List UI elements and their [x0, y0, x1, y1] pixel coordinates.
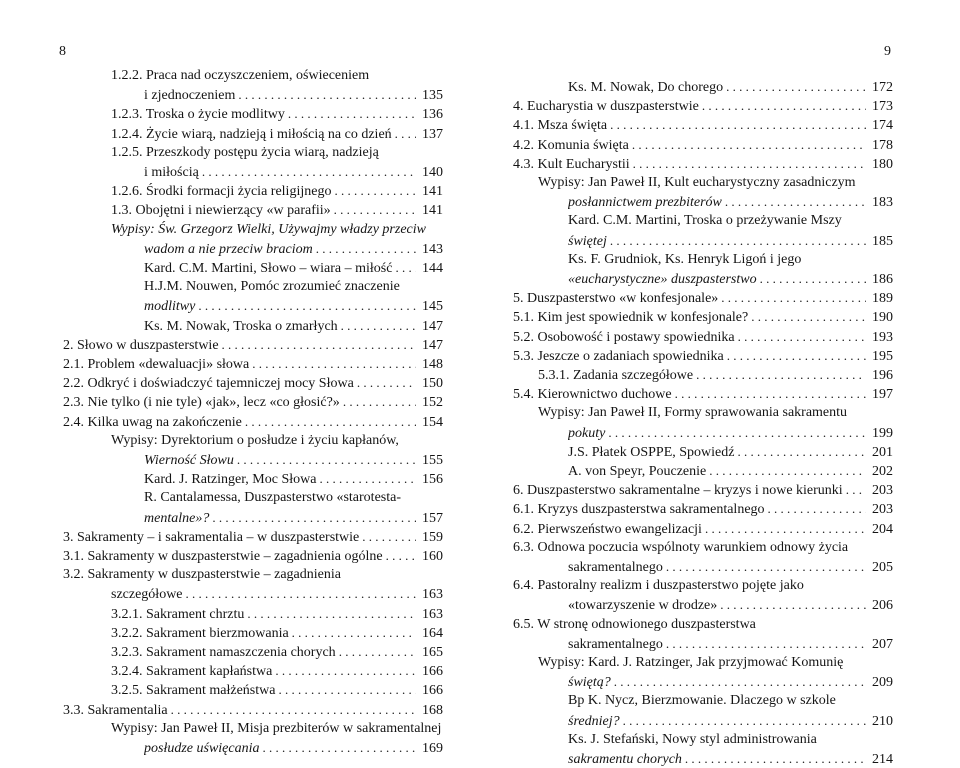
toc-entry-page: 159	[422, 530, 443, 545]
dot-leader	[751, 307, 866, 326]
toc-entry-page: 196	[872, 368, 893, 383]
toc-entry-title: 4.3. Kult Eucharystii	[513, 157, 630, 172]
toc-entry-title: 2.4. Kilka uwag na zakończenie	[63, 415, 242, 430]
toc-entry	[568, 711, 893, 730]
dot-leader	[726, 77, 866, 96]
dot-leader	[202, 162, 416, 181]
dot-leader	[705, 519, 866, 538]
dot-leader	[171, 700, 416, 719]
toc-entry-title: i miłością	[144, 165, 199, 180]
dot-leader	[238, 85, 416, 104]
toc-entry-title: 1.2.2. Praca nad oczyszczeniem, oświeceniem	[111, 68, 370, 83]
toc-entry-title: 3.3. Sakramentalia	[63, 703, 168, 718]
toc-entry	[111, 431, 443, 450]
toc-entry	[568, 730, 893, 749]
toc-entry-page: 150	[422, 376, 443, 391]
dot-leader	[720, 595, 866, 614]
toc-entry	[568, 634, 893, 653]
toc-entry	[513, 519, 893, 538]
dot-leader	[633, 154, 866, 173]
toc-entry-title: 1.2.3. Troska o życie modlitwy	[111, 107, 285, 122]
toc-entry	[513, 154, 893, 173]
toc-entry-page: 206	[872, 598, 893, 613]
toc-entry-page: 147	[422, 338, 443, 353]
toc-entry	[111, 661, 443, 680]
toc-entry-title: średniej?	[568, 714, 620, 729]
toc-entry	[111, 584, 443, 603]
toc-entry-title: pokuty	[568, 426, 606, 441]
dot-leader	[709, 461, 866, 480]
toc-entry-title: 3.2.1. Sakrament chrztu	[111, 607, 245, 622]
dot-leader	[275, 661, 416, 680]
toc-entry	[111, 200, 443, 219]
toc-entry-title: Ks. M. Nowak, Do chorego	[568, 80, 724, 95]
toc-entry-title: 3.2.4. Sakrament kapłaństwa	[111, 664, 273, 679]
toc-entry-title: Wypisy: Jan Paweł II, Kult eucharystyczny zasadniczym	[538, 175, 856, 190]
dot-leader	[319, 469, 416, 488]
dot-leader	[386, 546, 416, 565]
toc-entry	[568, 672, 893, 691]
toc-entry	[63, 527, 443, 546]
toc-entry	[513, 288, 893, 307]
toc-entry-page: 195	[872, 349, 893, 364]
toc-entry-page: 148	[422, 357, 443, 372]
toc-entry	[111, 181, 443, 200]
toc-entry	[568, 192, 893, 211]
toc-entry-title: Ks. F. Grudniok, Ks. Henryk Ligoń i jego	[568, 252, 802, 267]
toc-entry	[111, 66, 443, 85]
toc-entry-title: «towarzyszenie w drodze»	[568, 598, 718, 613]
toc-entry-page: 205	[872, 560, 893, 575]
toc-entry-title: 4.2. Komunia święta	[513, 138, 629, 153]
dot-leader	[760, 269, 866, 288]
toc-entry	[144, 239, 443, 258]
toc-entry-title: sakramentalnego	[568, 560, 663, 575]
toc-entry-page: 143	[422, 242, 443, 257]
page-number-left: 8	[59, 44, 66, 59]
toc-entry	[513, 115, 893, 134]
toc-entry-page: 145	[422, 299, 443, 314]
toc-entry-title: 2.3. Nie tylko (i nie tyle) «jak», lecz «co głosić?»	[63, 395, 340, 410]
toc-entry-title: świętą?	[568, 675, 611, 690]
toc-entry	[513, 538, 893, 557]
dot-leader	[222, 335, 416, 354]
toc-entry-page: 209	[872, 675, 893, 690]
toc-entry-title: 6.4. Pastoralny realizm i duszpasterstwo pojęte jako	[513, 578, 804, 593]
toc-entry	[568, 461, 893, 480]
dot-leader	[623, 711, 866, 730]
toc-entry	[513, 307, 893, 326]
toc-entry	[111, 220, 443, 239]
dot-leader	[685, 749, 866, 768]
toc-entry-page: 157	[422, 511, 443, 526]
dot-leader	[186, 584, 416, 603]
toc-entry-title: 1.2.6. Środki formacji życia religijnego	[111, 184, 332, 199]
toc-entry	[144, 162, 443, 181]
toc-entry-page: 172	[872, 80, 893, 95]
toc-entry	[111, 143, 443, 162]
toc-entry-title: posłannictwem prezbiterów	[568, 195, 722, 210]
toc-entry	[63, 700, 443, 719]
toc-entry-page: 166	[422, 683, 443, 698]
toc-entry	[513, 576, 893, 595]
toc-entry-title: świętej	[568, 234, 607, 249]
toc-entry-page: 186	[872, 272, 893, 287]
toc-entry-title: 4. Eucharystia w duszpasterstwie	[513, 99, 699, 114]
dot-leader	[738, 327, 866, 346]
dot-leader	[292, 623, 416, 642]
dot-leader	[737, 442, 866, 461]
toc-entry	[513, 96, 893, 115]
toc-entry	[111, 604, 443, 623]
toc-entry	[111, 124, 443, 143]
toc-entry-title: J.S. Płatek OSPPE, Spowiedź	[568, 445, 735, 460]
toc-entry	[513, 615, 893, 634]
toc-entry	[144, 277, 443, 296]
dot-leader	[263, 738, 417, 757]
toc-entry-page: 180	[872, 157, 893, 172]
toc-entry-title: Wypisy: Kard. J. Ratzinger, Jak przyjmować Komunię	[538, 655, 844, 670]
toc-entry-page: 210	[872, 714, 893, 729]
dot-leader	[334, 200, 416, 219]
dot-leader	[212, 508, 416, 527]
toc-entry	[111, 623, 443, 642]
toc-entry	[144, 450, 443, 469]
toc-entry	[63, 373, 443, 392]
dot-leader	[288, 104, 416, 123]
toc-entry-title: Wypisy: Jan Paweł II, Misja prezbiterów w sakramentalnej	[111, 721, 442, 736]
toc-entry-page: 189	[872, 291, 893, 306]
dot-leader	[666, 557, 866, 576]
dot-leader	[725, 192, 866, 211]
dot-leader	[343, 392, 416, 411]
dot-leader	[278, 680, 416, 699]
toc-entry-page: 141	[422, 203, 443, 218]
toc-entry	[144, 316, 443, 335]
toc-entry	[144, 469, 443, 488]
toc-entry-page: 199	[872, 426, 893, 441]
toc-entry-page: 165	[422, 645, 443, 660]
toc-entry-title: 6.1. Kryzys duszpasterstwa sakramentalnego	[513, 502, 765, 517]
toc-entry-title: 1.2.4. Życie wiarą, nadzieją i miłością na co dzień	[111, 127, 392, 142]
toc-entry	[538, 365, 893, 384]
toc-entry-title: 5.1. Kim jest spowiednik w konfesjonale?	[513, 310, 749, 325]
toc-entry	[63, 565, 443, 584]
toc-entry-title: Kard. J. Ratzinger, Moc Słowa	[144, 472, 317, 487]
toc-entry	[568, 211, 893, 230]
toc-entry-page: 168	[422, 703, 443, 718]
dot-leader	[198, 296, 416, 315]
toc-entry	[144, 258, 443, 277]
toc-entry	[568, 557, 893, 576]
toc-entry-title: 5.2. Osobowość i postawy spowiednika	[513, 330, 735, 345]
toc-entry-title: Wypisy: Jan Paweł II, Formy sprawowania sakramentu	[538, 405, 848, 420]
toc-entry-page: 185	[872, 234, 893, 249]
page-number-right: 9	[884, 44, 891, 59]
toc-entry-title: Kard. C.M. Martini, Troska o przeżywanie Mszy	[568, 213, 842, 228]
toc-entry-page: 155	[422, 453, 443, 468]
toc-entry	[568, 691, 893, 710]
toc-entry-title: R. Cantalamessa, Duszpasterstwo «starotesta-	[144, 490, 401, 505]
toc-entry-page: 156	[422, 472, 443, 487]
toc-entry	[538, 403, 893, 422]
dot-leader	[608, 423, 866, 442]
toc-entry	[568, 231, 893, 250]
toc-entry	[513, 346, 893, 365]
dot-leader	[675, 384, 866, 403]
toc-entry-page: 154	[422, 415, 443, 430]
toc-entry-title: 3. Sakramenty – i sakramentalia – w duszpasterstwie	[63, 530, 360, 545]
toc-entry-title: 1.2.5. Przeszkody postępu życia wiarą, nadzieją	[111, 145, 379, 160]
toc-entry-title: 6.5. W stronę odnowionego duszpasterstwa	[513, 617, 756, 632]
toc-entry	[513, 499, 893, 518]
dot-leader	[395, 258, 416, 277]
toc-entry	[144, 296, 443, 315]
toc-entry	[568, 749, 893, 768]
toc-entry	[568, 269, 893, 288]
toc-entry-title: Wypisy: Św. Grzegorz Wielki, Używajmy władzy przeciw	[111, 222, 426, 237]
toc-entry	[63, 335, 443, 354]
toc-entry-title: 2.2. Odkryć i doświadczyć tajemniczej mocy Słowa	[63, 376, 354, 391]
dot-leader	[245, 412, 416, 431]
toc-entry-title: A. von Speyr, Pouczenie	[568, 464, 707, 479]
toc-entry-page: 197	[872, 387, 893, 402]
toc-entry-title: Ks. M. Nowak, Troska o zmarłych	[144, 319, 338, 334]
toc-entry-title: 3.2.2. Sakrament bierzmowania	[111, 626, 289, 641]
dot-leader	[247, 604, 416, 623]
toc-entry	[513, 135, 893, 154]
toc-entry-title: sakramentu chorych	[568, 752, 682, 767]
toc-entry-title: H.J.M. Nouwen, Pomóc zrozumieć znaczenie	[144, 279, 400, 294]
toc-entry-title: posłudze uświęcania	[144, 741, 260, 756]
toc-entry-title: 5. Duszpasterstwo «w konfesjonale»	[513, 291, 719, 306]
toc-entry	[63, 412, 443, 431]
toc-entry-title: Bp K. Nycz, Bierzmowanie. Dlaczego w szkole	[568, 693, 836, 708]
dot-leader	[727, 346, 866, 365]
dot-leader	[696, 365, 866, 384]
toc-entry-title: sakramentalnego	[568, 637, 663, 652]
toc-entry-page: 169	[422, 741, 443, 756]
toc-entry	[513, 480, 893, 499]
toc-entry-title: 5.4. Kierownictwo duchowe	[513, 387, 672, 402]
toc-entry-title: i zjednoczeniem	[144, 88, 236, 103]
toc-entry-page: 190	[872, 310, 893, 325]
toc-entry-page: 163	[422, 607, 443, 622]
toc-entry	[568, 250, 893, 269]
toc-entry	[144, 738, 443, 757]
toc-entry-title: 1.3. Obojętni i niewierzący «w parafii»	[111, 203, 331, 218]
toc-entry-page: 178	[872, 138, 893, 153]
toc-entry-title: 6. Duszpasterstwo sakramentalne – kryzys i nowe kierunki	[513, 483, 843, 498]
toc-entry-title: Wypisy: Dyrektorium o posłudze i życiu kapłanów,	[111, 433, 399, 448]
toc-entry	[63, 546, 443, 565]
dot-leader	[610, 115, 866, 134]
dot-leader	[846, 480, 866, 499]
toc-entry-page: 203	[872, 502, 893, 517]
toc-entry-title: 2. Słowo w duszpasterstwie	[63, 338, 219, 353]
toc-entry-title: modlitwy	[144, 299, 196, 314]
dot-leader	[362, 527, 416, 546]
toc-entry-title: wadom a nie przeciw braciom	[144, 242, 313, 257]
toc-entry-title: 3.2.3. Sakrament namaszczenia chorych	[111, 645, 336, 660]
toc-entry-page: 203	[872, 483, 893, 498]
toc-entry-page: 147	[422, 319, 443, 334]
dot-leader	[339, 642, 416, 661]
toc-entry-page: 174	[872, 118, 893, 133]
dot-leader	[334, 181, 416, 200]
toc-entry	[111, 642, 443, 661]
toc-entry-page: 214	[872, 752, 893, 767]
toc-entry-page: 204	[872, 522, 893, 537]
toc-entry-page: 163	[422, 587, 443, 602]
toc-entry	[63, 354, 443, 373]
dot-leader	[357, 373, 416, 392]
toc-entry-page: 166	[422, 664, 443, 679]
toc-entry	[513, 327, 893, 346]
dot-leader	[768, 499, 866, 518]
dot-leader	[610, 231, 866, 250]
toc-entry-page: 193	[872, 330, 893, 345]
toc-entry-title: 3.1. Sakramenty w duszpasterstwie – zagadnienia ogólne	[63, 549, 383, 564]
toc-entry	[538, 653, 893, 672]
toc-entry	[568, 595, 893, 614]
toc-entry-page: 173	[872, 99, 893, 114]
toc-entry	[144, 488, 443, 507]
dot-leader	[341, 316, 416, 335]
toc-entry-page: 201	[872, 445, 893, 460]
toc-entry-title: 3.2.5. Sakrament małżeństwa	[111, 683, 276, 698]
toc-entry	[538, 173, 893, 192]
toc-entry-title: 6.2. Pierwszeństwo ewangelizacji	[513, 522, 702, 537]
dot-leader	[614, 672, 866, 691]
toc-entry-title: 5.3.1. Zadania szczegółowe	[538, 368, 694, 383]
toc-entry-page: 152	[422, 395, 443, 410]
dot-leader	[252, 354, 416, 373]
dot-leader	[632, 135, 866, 154]
toc-entry	[111, 104, 443, 123]
toc-entry-page: 135	[422, 88, 443, 103]
dot-leader	[237, 450, 416, 469]
dot-leader	[721, 288, 866, 307]
toc-entry-title: Wierność Słowu	[144, 453, 234, 468]
toc-entry-page: 144	[422, 261, 443, 276]
toc-entry	[568, 423, 893, 442]
toc-entry-page: 160	[422, 549, 443, 564]
dot-leader	[666, 634, 866, 653]
toc-entry-title: «eucharystyczne» duszpasterstwo	[568, 272, 757, 287]
dot-leader	[316, 239, 416, 258]
toc-entry	[63, 392, 443, 411]
toc-entry	[568, 442, 893, 461]
dot-leader	[395, 124, 416, 143]
toc-entry-title: Ks. J. Stefański, Nowy styl administrowania	[568, 732, 817, 747]
toc-entry	[568, 77, 893, 96]
toc-entry-page: 141	[422, 184, 443, 199]
toc-entry	[513, 384, 893, 403]
toc-entry-page: 207	[872, 637, 893, 652]
dot-leader	[702, 96, 866, 115]
toc-entry	[144, 85, 443, 104]
toc-entry-title: 2.1. Problem «dewaluacji» słowa	[63, 357, 250, 372]
toc-entry-page: 202	[872, 464, 893, 479]
toc-entry	[111, 680, 443, 699]
toc-entry-title: 5.3. Jeszcze o zadaniach spowiednika	[513, 349, 724, 364]
toc-entry-title: 4.1. Msza święta	[513, 118, 608, 133]
toc-entry	[144, 508, 443, 527]
toc-entry-title: 3.2. Sakramenty w duszpasterstwie – zagadnienia	[63, 567, 341, 582]
toc-entry-page: 136	[422, 107, 443, 122]
toc-entry-page: 183	[872, 195, 893, 210]
toc-entry-title: mentalne»?	[144, 511, 210, 526]
toc-entry-title: 6.3. Odnowa poczucia wspólnoty warunkiem odnowy życia	[513, 540, 849, 555]
toc-entry-page: 137	[422, 127, 443, 142]
toc-entry-title: Kard. C.M. Martini, Słowo – wiara – miłość	[144, 261, 393, 276]
toc-entry-page: 140	[422, 165, 443, 180]
toc-entry-title: szczegółowe	[111, 587, 183, 602]
toc-entry-page: 164	[422, 626, 443, 641]
